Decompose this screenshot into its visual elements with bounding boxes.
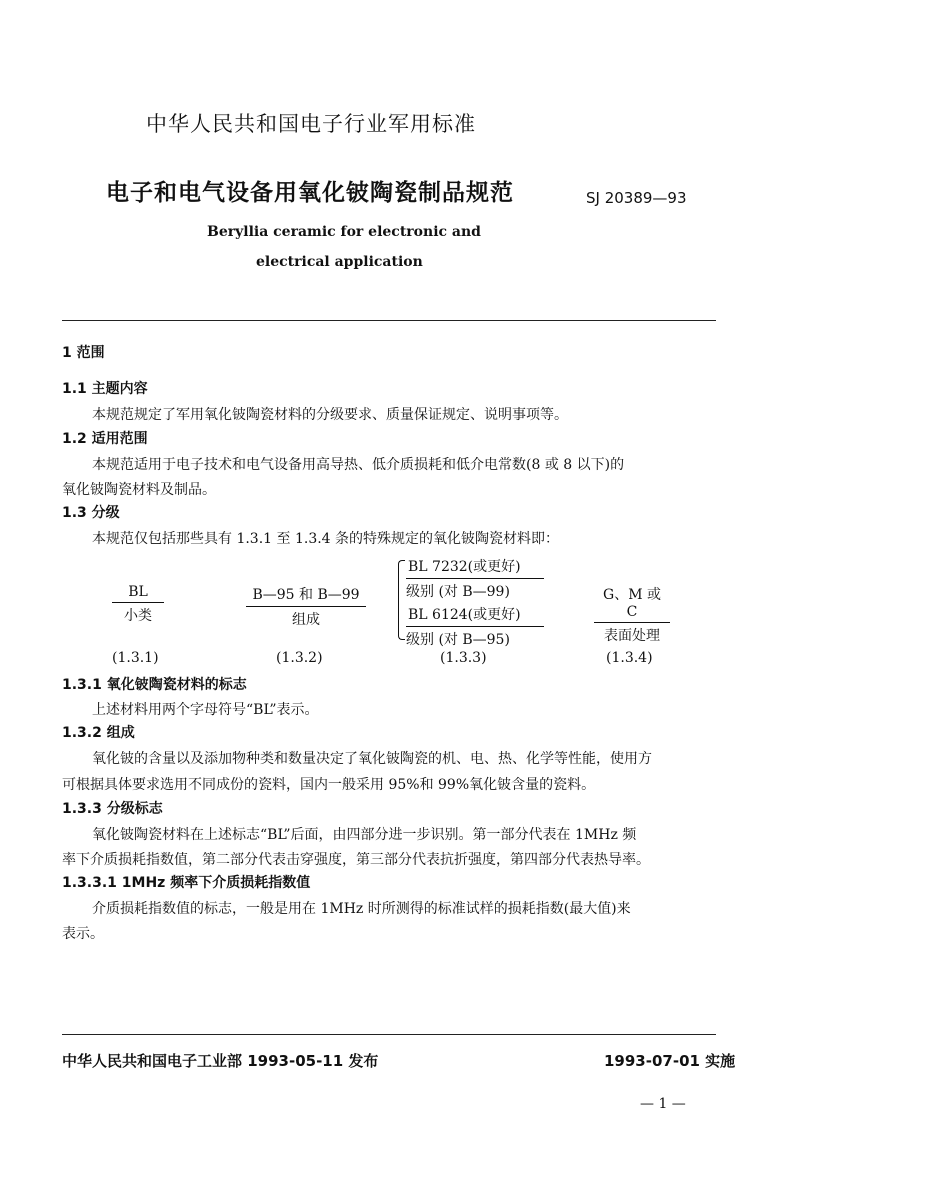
formula-composition-values: B—95 和 B—99 xyxy=(246,584,366,607)
formula-ref-1-3-3: (1.3.3) xyxy=(440,650,487,666)
formula-grade-b95 xyxy=(406,604,544,649)
section-heading-1-2: 1.2 适用范围 xyxy=(62,431,148,447)
formula-composition xyxy=(246,584,366,629)
issuer-date-line: 中华人民共和国电子工业部 1993-05-11 发布 xyxy=(62,1052,379,1070)
section-heading-1-1: 1.1 主题内容 xyxy=(62,381,148,397)
issuing-standard-line: 中华人民共和国电子行业军用标准 xyxy=(146,112,476,136)
section-heading-scope: 1 范围 xyxy=(62,345,105,361)
paragraph-1-3-2-line1: 氧化铍的含量以及添加物种类和数量决定了氧化铍陶瓷的机、电、热、化学等性能，使用方 xyxy=(92,751,652,767)
english-title-line2: electrical application xyxy=(256,254,423,270)
paragraph-1-3-3-line1: 氧化铍陶瓷材料在上述标志“BL”后面，由四部分进一步识别。第一部分代表在 1MHz 频 xyxy=(92,827,637,843)
header-divider xyxy=(62,320,716,321)
paragraph-1-3-3-1-line2: 表示。 xyxy=(62,926,104,942)
formula-ref-1-3-4: (1.3.4) xyxy=(606,650,653,666)
english-title-line1: Beryllia ceramic for electronic and xyxy=(207,224,481,240)
formula-grade-b99-label: 级别 (对 B—99) xyxy=(406,584,510,600)
paragraph-1-2-line1: 本规范适用于电子技术和电气设备用高导热、低介质损耗和低介电常数(8 或 8 以下)的 xyxy=(92,457,625,473)
paragraph-1-3-2-line2: 可根据具体要求选用不同成份的瓷料，国内一般采用 95%和 99%氧化铍含量的瓷料。 xyxy=(62,777,596,793)
page-number: — 1 — xyxy=(640,1096,686,1112)
formula-ref-1-3-2: (1.3.2) xyxy=(276,650,323,666)
paragraph-1-3-3-line2: 率下介质损耗指数值，第二部分代表击穿强度，第三部分代表抗折强度，第四部分代表热导率。 xyxy=(62,852,650,868)
formula-grade-brace xyxy=(398,560,405,640)
standard-code: SJ 20389—93 xyxy=(586,189,687,207)
footer-divider xyxy=(62,1034,716,1035)
formula-subclass-symbol: BL xyxy=(112,584,164,603)
formula-grade-b99-value: BL 7232(或更好) xyxy=(406,556,544,579)
formula-subclass xyxy=(112,584,164,625)
paragraph-1-3-1: 上述材料用两个字母符号“BL”表示。 xyxy=(92,702,319,718)
section-heading-1-3-3-1: 1.3.3.1 1MHz 频率下介质损耗指数值 xyxy=(62,875,311,891)
paragraph-1-1: 本规范规定了军用氧化铍陶瓷材料的分级要求、质量保证规定、说明事项等。 xyxy=(92,407,568,423)
formula-grade-b99 xyxy=(406,556,544,601)
formula-surface-treatment xyxy=(594,584,670,645)
section-heading-1-3-1: 1.3.1 氧化铍陶瓷材料的标志 xyxy=(62,677,247,693)
paragraph-1-3: 本规范仅包括那些具有 1.3.1 至 1.3.4 条的特殊规定的氧化铍陶瓷材料即： xyxy=(92,531,560,547)
formula-subclass-label: 小类 xyxy=(124,608,152,624)
formula-grade-b95-label: 级别 (对 B—95) xyxy=(406,632,510,648)
formula-ref-1-3-1: (1.3.1) xyxy=(112,650,159,666)
paragraph-1-3-3-1-line1: 介质损耗指数值的标志，一般是用在 1MHz 时所测得的标准试样的损耗指数(最大值)来 xyxy=(92,901,631,917)
formula-surface-treatment-values: G、M 或 C xyxy=(594,584,670,623)
section-heading-1-3-2: 1.3.2 组成 xyxy=(62,725,135,741)
formula-grade-b95-value: BL 6124(或更好) xyxy=(406,604,544,627)
paragraph-1-2-line2: 氧化铍陶瓷材料及制品。 xyxy=(62,482,216,498)
formula-surface-treatment-label: 表面处理 xyxy=(604,628,660,644)
effective-date-line: 1993-07-01 实施 xyxy=(604,1052,736,1070)
document-title: 电子和电气设备用氧化铍陶瓷制品规范 xyxy=(106,180,514,206)
section-heading-1-3-3: 1.3.3 分级标志 xyxy=(62,801,163,817)
section-heading-1-3: 1.3 分级 xyxy=(62,505,120,521)
formula-composition-label: 组成 xyxy=(292,612,320,628)
